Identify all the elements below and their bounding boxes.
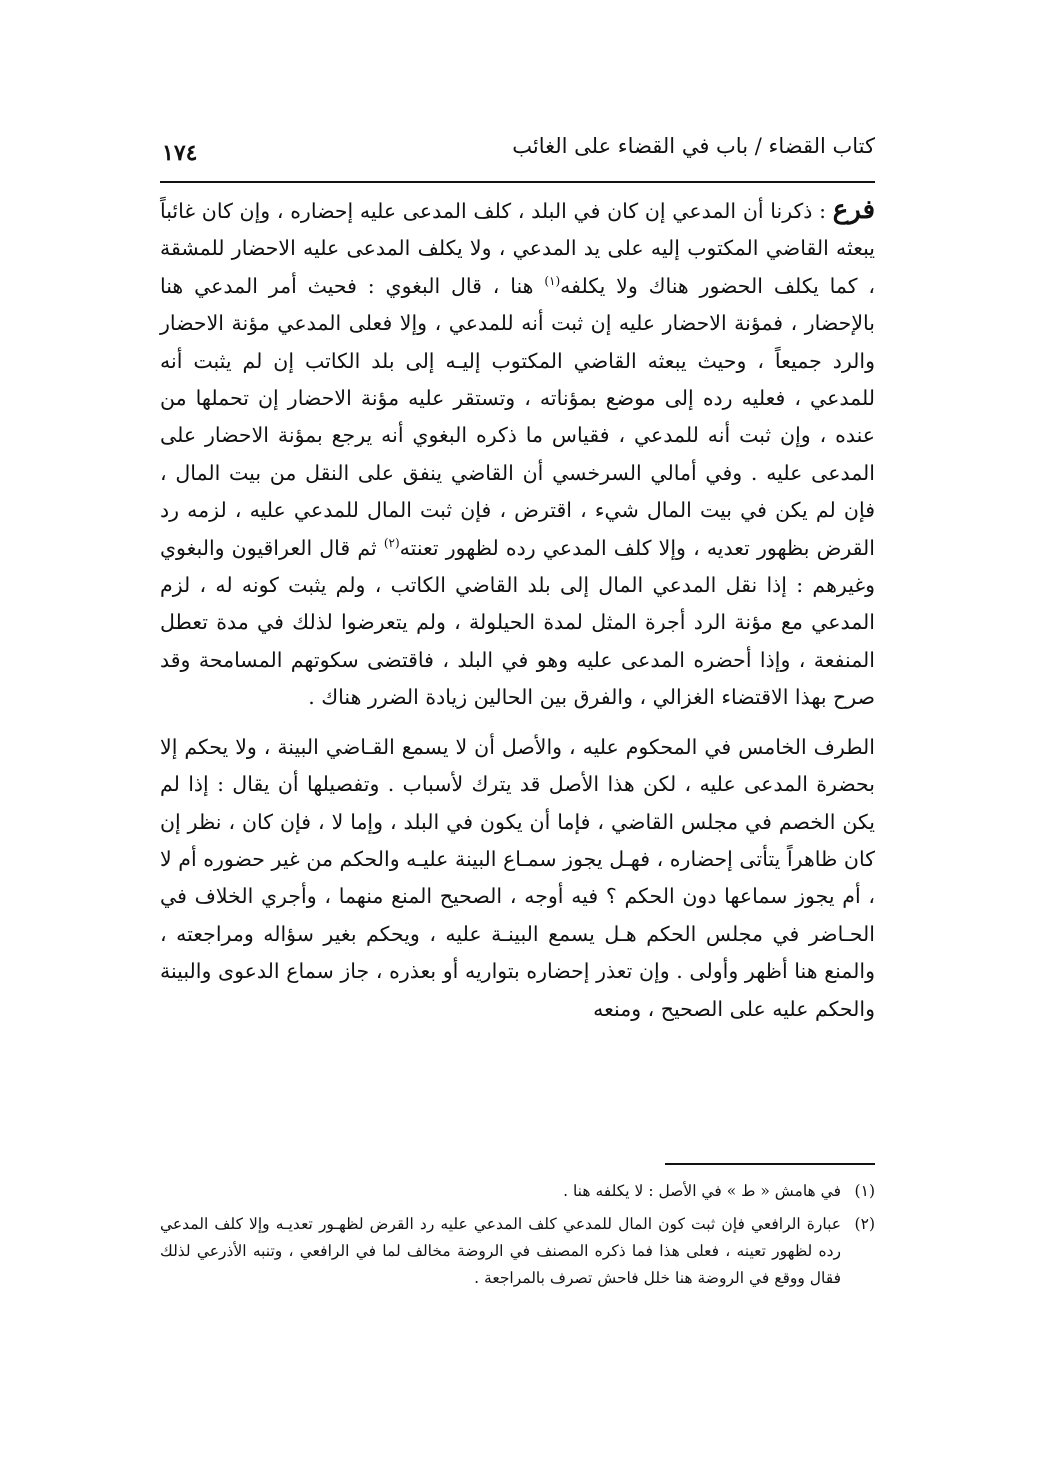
paragraph-text: : ذكرنا أن المدعي إن كان في البلد ، كلف المدعى عليه إحضاره ، وإن كان غائباً يبعثه القاضي المكتوب إليه على يد المدعي ، ولا يكلف المدعى عليه الاحضار للمشقة ، كما يكلف الحضور هناك ولا يكلفه	[160, 199, 875, 298]
footnote-2	[160, 1211, 875, 1292]
paragraph-text: ثم قال العراقيون والبغوي وغيرهم : إذا نقل المدعي المال إلى بلد القاضي الكاتب ، ولم يثبت كونه له ، لزم المدعي مع مؤنة الرد أجرة المثل لمدة الحيلولة ، ولم يتعرضوا لذلك في مدة تعطل المنفعة ، وإذا أحضره المدعى عليه وهو في البلد ، فاقتضى سكوتهم المسامحة وقد صرح بهذا الاقتضاء الغزالي ، والفرق بين الحالين زيادة الضرر هناك .	[160, 535, 875, 710]
running-header	[160, 132, 875, 172]
paragraph-far	[160, 192, 875, 717]
footnotes	[160, 1178, 875, 1298]
footnote-1	[160, 1178, 875, 1205]
main-text	[160, 192, 875, 1028]
footnote-ref-1: (١)	[544, 273, 561, 288]
paragraph-taraf: الطرف الخامس في المحكوم عليه ، والأصل أن لا يسمع القـاضي البينة ، ولا يحكم إلا بحضرة المدعى عليه ، لكن هذا الأصل قد يترك لأسباب . وتفصيلها أن يقال : إذا لم يكن الخصم في مجلس القاضي ، فإما أن يكون في البلد ، وإما لا ، فإن كان ، نظر إن كان ظاهراً يتأتى إحضاره ، فهـل يجوز سمـاع البينة عليـه والحكم من غير حضوره أم لا ، أم يجوز سماعها دون الحكم ؟ فيه أوجه ، الصحيح المنع منهما ، وأجري الخلاف في الحـاضر في مجلس الحكم هـل يسمع البينـة عليه ، ويحكم بغير سؤاله ومراجعته ، والمنع هنا أظهر وأولى . وإن تعذر إحضاره بتواريه أو بعذره ، جاز سماع الدعوى والبينة والحكم عليه على الصحيح ، ومنعه	[160, 734, 875, 1021]
footnote-marker: (١)	[854, 1182, 875, 1200]
page-number: ١٧٤	[162, 140, 198, 166]
header-divider	[160, 181, 875, 183]
footnote-divider	[665, 1163, 875, 1165]
footnote-text: عبارة الرافعي فإن ثبت كون المال للمدعي كلف المدعي عليه رد القرض لظهـور تعديـه وإلا كلف المدعي رده لظهور تعينه ، فعلى هذا فما ذكره المصنف في الروضة مخالف لما في الرافعي ، وتنبه الأذرعي لذلك فقال ووقع في الروضة هنا خلل فاحش تصرف بالمراجعة .	[160, 1215, 841, 1287]
lead-word: فرع	[832, 195, 875, 225]
header-title: كتاب القضاء / باب في القضاء على الغائب	[512, 134, 875, 158]
footnote-text: في هامش « ط » في الأصل : لا يكلفه هنا .	[563, 1182, 841, 1200]
footnote-marker: (٢)	[854, 1215, 875, 1233]
paragraph-text: هنا ، قال البغوي : فحيث أمر المدعي هنا بالإحضار ، فمؤنة الاحضار عليه إن ثبت أنه للمدعي ، وإلا فعلى المدعي مؤنة الاحضار والرد جميعاً ، وحيث يبعثه القاضي المكتوب إليـه إلى بلد الكاتب إن لم يثبت أنه للمدعي ، فعليه رده إلى موضع بمؤناته ، وتستقر عليه مؤنة الاحضار إن تحملها من عنده ، وإن ثبت أنه للمدعي ، فقياس ما ذكره البغوي أنه يرجع بمؤنة الاحضار على المدعى عليه . وفي أمالي السرخسي أن القاضي ينفق على النقل من بيت المال ، فإن لم يكن في بيت المال شيء ، اقترض ، فإن ثبت المال للمدعي عليه ، لزمه رد القرض بظهور تعديه ، وإلا كلف المدعي رده لظهور تعنته	[160, 273, 875, 560]
footnote-ref-2: (٢)	[383, 535, 400, 550]
